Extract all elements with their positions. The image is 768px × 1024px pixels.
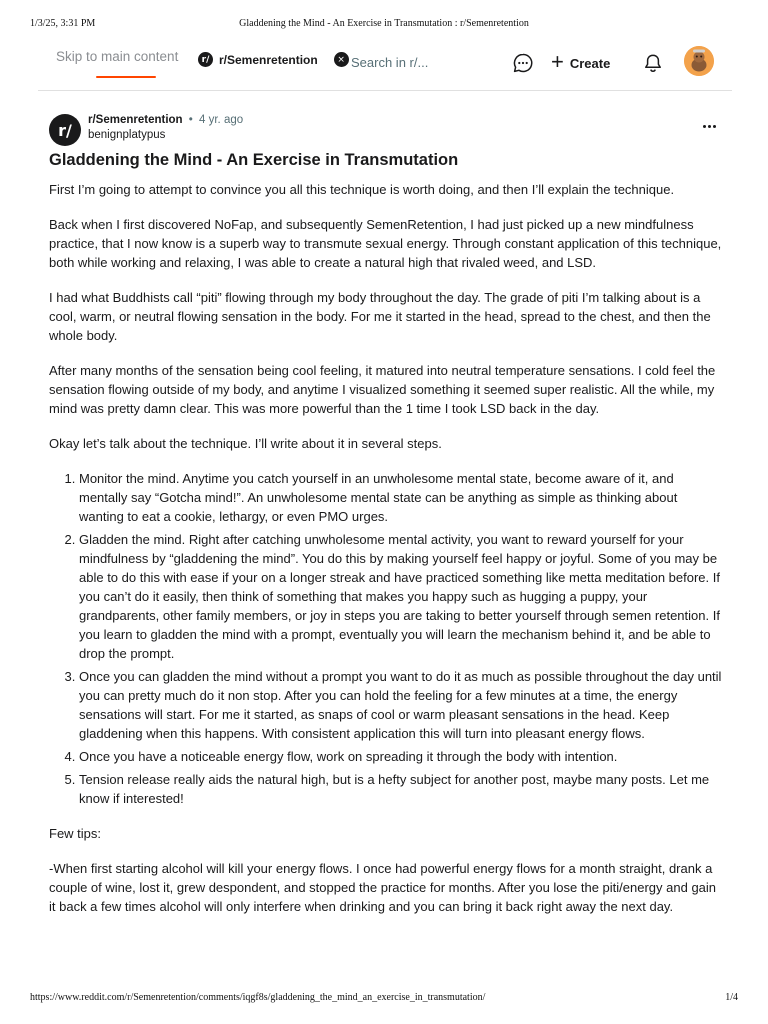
more-dots-icon (708, 125, 711, 128)
create-button[interactable] (551, 49, 611, 74)
subreddit-avatar[interactable]: r/ (49, 114, 81, 146)
print-header (30, 18, 738, 32)
list-item: 4. Once you have a noticeable energy flow, work on spreading it through the body with intention. (79, 747, 725, 766)
clear-icon[interactable]: × (334, 52, 349, 67)
list-item: 5. Tension release really aids the natural high, but is a hefty subject for another post, maybe many posts. Let me know if interested! (79, 770, 725, 808)
bell-icon[interactable] (642, 52, 664, 74)
post-body (49, 180, 725, 932)
skip-link-focus-underline (96, 76, 156, 78)
reddit-chip-icon: r/ (198, 52, 213, 67)
post-timestamp: 4 yr. ago (199, 114, 244, 126)
avatar[interactable] (684, 46, 714, 76)
body-paragraph: First I’m going to attempt to convince you all this technique is worth doing, and then I’ll explain the technique. (49, 182, 675, 197)
subreddit-search-chip[interactable] (198, 52, 349, 67)
body-paragraph: Okay let’s talk about the technique. I’ll write about it in several steps. (49, 436, 442, 451)
print-url: https://www.reddit.com/r/Semenretention/comments/iqgf8s/gladdening_the_mind_an_exercise_in_transmutation/ (30, 992, 486, 1003)
post-meta-header (49, 114, 720, 150)
post-title: Gladdening the Mind - An Exercise in Transmutation (49, 151, 459, 169)
top-navigation-bar (38, 44, 732, 91)
plus-icon: + (551, 49, 564, 74)
skip-to-main-content-link[interactable]: Skip to main content (56, 49, 179, 64)
list-item: 2. Gladden the mind. Right after catching unwholesome mental activity, you want to reward yourself for your mindfulness by “gladdening the mind”. You do this by making yourself feel happy or joyful. Some of you may be able to do this with ease if your on a longer streak and have practiced something like metta meditation before. If you can’t do it easily, then think of something that makes you happy such as hugging a puppy, your grandparents, other family members, or joy in steps you are taking to better yourself through semen retention. If you learn to gladden the mind with a prompt, eventually you will learn the mechanism behind it, and be able to drop the prompt. (79, 530, 725, 663)
more-dots-icon (713, 125, 716, 128)
list-item: 3. Once you can gladden the mind without a prompt you want to do it as much as possible throughout the day until you can pretty much do it non stop. After you can hold the feeling for a few minutes at a time, the energy sensations will start. For me it started, as snaps of cool or warm pleasant sensations in the head. Keep gladdening when this happens. With consistent application this will turn into pleasant energy flows. (79, 667, 725, 743)
print-page-number: 1/4 (725, 992, 738, 1003)
more-options-button[interactable] (698, 116, 720, 136)
author-link[interactable]: benignplatypus (88, 129, 166, 141)
technique-steps-list (79, 469, 725, 808)
body-paragraph: Back when I first discovered NoFap, and subsequently SemenRetention, I had just picked up a new mindfulness practice, that I now know is a superb way to transmute sexual energy. Through constant application of this technique, both while working and relaxing, I was able to create a natural high that rivaled weed, and LSD. (49, 217, 722, 270)
body-paragraph: After many months of the sensation being cool feeling, it matured into neutral temperature sensations. I cold feel the sensation flowing outside of my body, and anytime I visualized something it seemed super realistic. All the while, my mind was pretty damn clear. This was more powerful than the 1 time I took LSD back in the day. (49, 363, 716, 416)
body-paragraph: -When first starting alcohol will kill your energy flows. I once had powerful energy flows for a month straight, drank a couple of wine, lost it, grew despondent, and stopped the practice for months. After you lose the piti/energy and gain it back a few times alcohol will only interfere when drinking and you can bring it back right away the next day. (49, 861, 717, 914)
body-paragraph: I had what Buddhists call “piti” flowing through my body throughout the day. The grade of piti I’m talking about is a cool, warm, or neutral flowing sensation in the body. For me it started in the head, spread to the chest, and then the whole body. (49, 290, 711, 343)
subreddit-chip-label: r/Semenretention (219, 52, 318, 67)
body-paragraph: Few tips: (49, 826, 102, 841)
print-datetime: 1/3/25, 3:31 PM (30, 18, 96, 29)
chat-icon[interactable] (512, 52, 534, 74)
create-button-label: Create (569, 55, 611, 71)
subreddit-link[interactable]: r/Semenretention (88, 114, 183, 126)
print-page-title: Gladdening the Mind - An Exercise in Transmutation : r/Semenretention (239, 18, 529, 29)
list-item: 1. Monitor the mind. Anytime you catch yourself in an unwholesome mental state, become aware of it, and mentally say “Gotcha mind!”. An unwholesome mental state can be anything as simple as thinking about wanting to eat a cookie, lethargy, or even PMO urges. (79, 469, 725, 526)
more-dots-icon (703, 125, 706, 128)
search-input[interactable] (351, 51, 471, 73)
post-meta-line (88, 114, 243, 126)
print-footer (30, 992, 738, 1006)
meta-separator: • (188, 114, 193, 126)
